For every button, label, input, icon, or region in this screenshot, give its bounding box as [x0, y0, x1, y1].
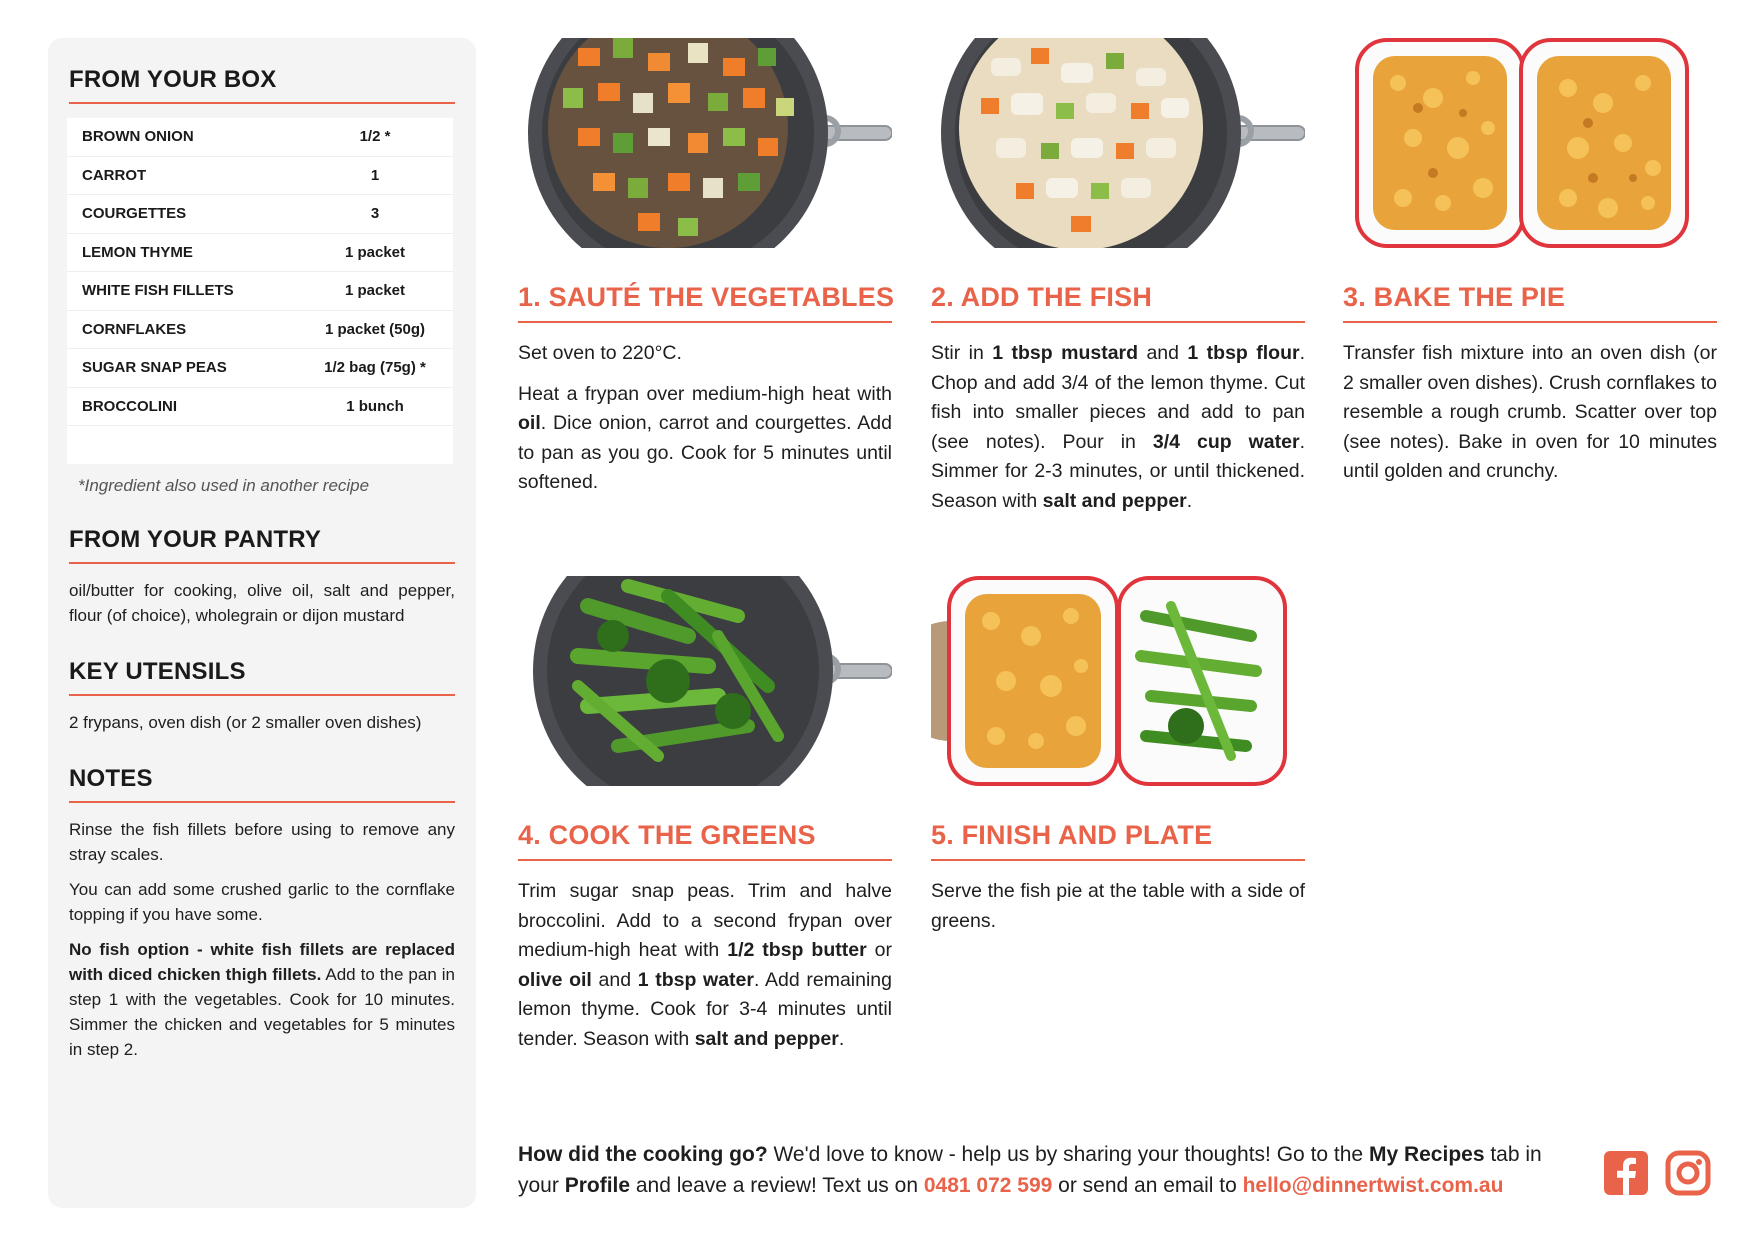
step-1-text — [518, 339, 892, 498]
note-2: You can add some crushed garlic to the cornflake topping if you have some. — [69, 880, 455, 924]
step-5-title: 5. FINISH AND PLATE — [931, 820, 1305, 861]
text-run: . Simmer for 2-3 minutes, or until thickened. Season with — [931, 430, 1305, 512]
instagram-icon[interactable] — [1665, 1150, 1711, 1201]
step-1-photo — [518, 38, 892, 248]
step-1-title: 1. SAUTÉ THE VEGETABLES — [518, 282, 892, 323]
step-3 — [1343, 38, 1717, 498]
step-3-p1: Transfer fish mixture into an oven dish (or 2 smaller oven dishes). Crush cornflakes to resemble a rough crumb. Scatter over top (see notes). Bake in oven for 10 minutes until golden and crunchy. — [1343, 342, 1717, 482]
step-4-text — [518, 877, 892, 1054]
text-bold: 1 tbsp mustard — [992, 342, 1139, 364]
pantry-heading: FROM YOUR PANTRY — [69, 526, 455, 564]
text-run: and — [591, 968, 638, 991]
step-4-p1 — [518, 877, 892, 1054]
step-5-text — [931, 877, 1305, 936]
utensils-heading: KEY UTENSILS — [69, 658, 455, 696]
ingredients-panel — [48, 38, 476, 1208]
profile-link[interactable]: Profile — [564, 1174, 631, 1197]
ingredient-name: WHITE FISH FILLETS — [82, 282, 234, 300]
ingredient-row-empty — [67, 426, 453, 464]
ingredient-name: CARROT — [82, 166, 147, 184]
box-heading: FROM YOUR BOX — [69, 66, 455, 104]
ingredient-row — [67, 272, 453, 311]
step-1 — [518, 38, 895, 509]
ingredient-row — [67, 195, 453, 234]
pantry-text: oil/butter for cooking, olive oil, salt and pepper, flour (of choice), wholegrain or dijon mustard — [69, 581, 455, 625]
ingredient-qty: 1 packet (50g) — [324, 320, 426, 338]
text-bold: 1/2 tbsp butter — [727, 939, 867, 961]
ingredient-name: SUGAR SNAP PEAS — [82, 359, 227, 377]
step-3-title: 3. BAKE THE PIE — [1343, 282, 1717, 323]
ingredient-qty: 1 packet — [344, 243, 406, 261]
step-4-title: 4. COOK THE GREENS — [518, 820, 892, 861]
text-run: . — [1186, 489, 1193, 512]
step-4-photo — [518, 576, 892, 786]
utensils-section — [69, 658, 455, 735]
step-2-photo — [931, 38, 1305, 248]
ingredient-row — [67, 118, 453, 157]
text-run: tab in your — [518, 1143, 1542, 1197]
ingredient-name: COURGETTES — [82, 205, 187, 223]
text-bold: 3/4 cup water — [1152, 430, 1300, 453]
text-run: . Chop and add 3/4 of the lemon thyme. Cut fish into smaller pieces and add to pan (see notes). Pour in — [931, 342, 1306, 453]
step-2 — [931, 38, 1305, 527]
note-1: Rinse the fish fillets before using to remove any stray scales. — [69, 820, 455, 864]
notes-section — [69, 765, 455, 1062]
text-bold: salt and pepper — [1042, 489, 1187, 512]
ingredient-table — [67, 118, 453, 464]
utensils-text: 2 frypans, oven dish (or 2 smaller oven dishes) — [69, 713, 422, 732]
text-run: Stir in — [931, 342, 993, 364]
ingredient-qty: 1/2 * — [359, 128, 391, 146]
text-run: . — [838, 1027, 845, 1050]
step-2-p1 — [931, 339, 1305, 516]
text-run: and — [1138, 342, 1188, 364]
text-run: . Dice onion, carrot and courgettes. Add to pan as you go. Cook for 5 minutes until softened. — [518, 412, 892, 493]
text-run: . Add remaining lemon thyme. Cook for 3-4 minutes until tender. Season with — [518, 968, 892, 1050]
ingredient-qty: 1/2 bag (75g) * — [324, 359, 426, 377]
footer-question: How did the cooking go? — [518, 1143, 768, 1166]
my-recipes-link[interactable]: My Recipes — [1368, 1143, 1485, 1166]
ingredient-row — [67, 388, 453, 427]
text-bold: salt and pepper — [694, 1027, 839, 1050]
ingredient-row — [67, 311, 453, 350]
step-3-photo — [1343, 38, 1717, 248]
step-3-text — [1343, 339, 1717, 487]
step-4 — [518, 576, 892, 1065]
text-run: or — [866, 939, 892, 961]
step-5 — [931, 576, 1305, 947]
step-2-text — [931, 339, 1305, 516]
text-run: Heat a frypan over medium-high heat with — [518, 382, 892, 405]
text-run: We'd love to know - help us by sharing your thoughts! Go to the — [767, 1143, 1369, 1166]
ingredient-name: BROCCOLINI — [82, 397, 177, 415]
facebook-icon[interactable] — [1603, 1150, 1649, 1201]
feedback-footer — [518, 1139, 1578, 1201]
step-1-p1: Set oven to 220°C. — [518, 342, 682, 364]
ingredient-row — [67, 157, 453, 196]
note-3 — [69, 937, 455, 1062]
ingredient-name: BROWN ONION — [82, 128, 194, 146]
text-run: Trim sugar snap peas. Trim and halve broccolini. Add to a second frypan over medium-high heat with — [518, 880, 892, 961]
step-5-photo — [931, 576, 1305, 786]
text-bold: 1 tbsp water — [637, 968, 754, 991]
ingredient-qty: 1 bunch — [346, 397, 404, 415]
ingredient-footnote: *Ingredient also used in another recipe — [78, 476, 370, 495]
ingredient-qty: 3 — [370, 205, 380, 223]
email-link[interactable]: hello@dinnertwist.com.au — [1242, 1174, 1504, 1197]
text-bold: olive oil — [518, 968, 592, 991]
ingredient-name: LEMON THYME — [82, 243, 193, 261]
ingredient-qty: 1 packet — [344, 282, 406, 300]
note-3-rest: Add to the pan in step 1 with the vegetables. Cook for 10 minutes. Simmer the chicken and vegetables for 5 minutes in step 2. — [69, 965, 455, 1059]
ingredient-row — [67, 234, 453, 273]
notes-heading: NOTES — [69, 765, 455, 803]
step-5-p1: Serve the fish pie at the table with a side of greens. — [931, 880, 1305, 932]
text-bold: oil — [518, 412, 541, 434]
ingredient-name: CORNFLAKES — [82, 320, 187, 338]
text-bold: 1 tbsp flour — [1187, 342, 1300, 364]
note-3-bold: No fish option - white fish fillets are replaced with diced chicken thigh fillets. — [69, 940, 455, 984]
text-run: and leave a review! Text us on — [630, 1174, 924, 1197]
step-2-title: 2. ADD THE FISH — [931, 282, 1305, 323]
ingredient-row — [67, 349, 453, 388]
step-1-p2 — [518, 380, 892, 498]
text-run: or send an email to — [1052, 1174, 1243, 1197]
ingredient-qty: 1 — [370, 166, 380, 184]
phone-link[interactable]: 0481 072 599 — [923, 1174, 1053, 1197]
pantry-section — [69, 526, 455, 628]
